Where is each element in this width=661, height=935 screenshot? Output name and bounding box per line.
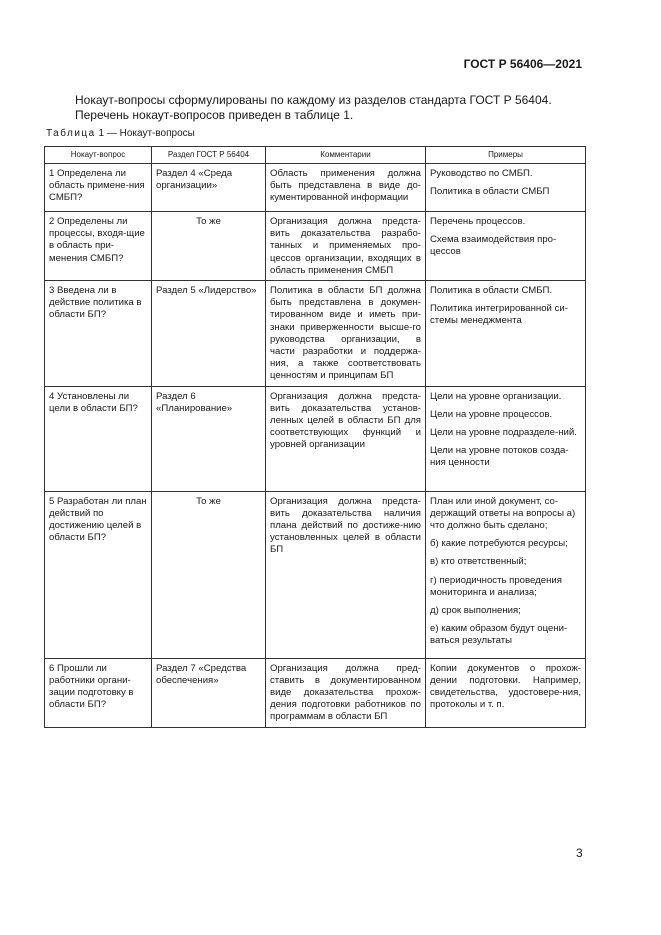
intro-line: Нокаут-вопросы сформулированы по каждому из разделов стандарта ГОСТ Р 56404.	[75, 93, 552, 107]
comment-cell: Организация должна предста-вить доказательства разрабо-танных и применяемых про-цессов организации, входящих в область применения СМБП	[266, 212, 426, 281]
comment-cell: Область применения должна быть представлена в виде до-кументированной информации	[266, 164, 426, 212]
section-cell: Раздел 6 «Планирование»	[152, 386, 266, 491]
example-item: Копии документов о прохож-дении подготовки. Например, свидетельства, удостовере-ния, протоколы и т. п.	[430, 662, 581, 711]
examples-cell	[426, 491, 586, 658]
examples-cell	[426, 164, 586, 212]
section-cell: Раздел 7 «Средства обеспечения»	[152, 658, 266, 727]
caption-title: 1 — Нокаут-вопросы	[95, 128, 195, 139]
example-item: Руководство по СМБП.	[430, 168, 533, 179]
examples-cell	[426, 386, 586, 491]
question-cell: 2 Определены ли процессы, входя-щие в область при-менения СМБП?	[45, 212, 152, 281]
table-row	[45, 386, 586, 491]
knockout-questions-table	[44, 146, 586, 728]
question-cell: 4 Установлены ли цели в области БП?	[45, 386, 152, 491]
comment-cell: Организация должна пред-ставить в документированном виде доказательства прохож-дения подготовки работников по программам в области БП	[266, 658, 426, 727]
comment-cell: Организация должна предста-вить доказательства наличия плана действий по достиже-нию установленных целей в области БП	[266, 491, 426, 658]
intro-paragraph	[75, 93, 585, 122]
examples-cell	[426, 212, 586, 281]
document-code: ГОСТ Р 56406—2021	[463, 57, 582, 71]
comment-cell: Политика в области БП должна быть представлена в докумен-тированном виде и иметь при-знаки приверженности высше-го руководства организации, в части разработки и поддержа-ния, а также соответствовать ценностям и принципам БП	[266, 281, 426, 387]
column-header: Нокаут-вопрос	[45, 147, 152, 164]
example-item: Схема взаимодействия про-цессов	[430, 234, 557, 258]
example-item: в) кто ответственный;	[430, 556, 527, 568]
column-header: Раздел ГОСТ Р 56404	[152, 147, 266, 164]
column-header: Комментарии	[266, 147, 426, 164]
table-row	[45, 212, 586, 281]
intro-line: Перечень нокаут-вопросов приведен в таблице 1.	[75, 107, 354, 122]
example-item: Цели на уровне процессов.	[430, 408, 553, 420]
table-header-row	[45, 147, 586, 164]
section-cell: Раздел 4 «Среда организации»	[152, 164, 266, 212]
table-row	[45, 658, 586, 727]
example-item: б) какие потребуются ресурсы;	[430, 538, 568, 550]
examples-cell	[426, 658, 586, 727]
example-item: г) периодичность проведения мониторинга и анализа;	[430, 574, 562, 598]
table-row	[45, 281, 586, 387]
example-item: Цели на уровне подразделе-ний.	[430, 427, 577, 439]
section-cell: Раздел 5 «Лидерство»	[152, 281, 266, 387]
examples-cell	[426, 281, 586, 387]
example-item: Перечень процессов.	[430, 216, 526, 227]
table-caption	[46, 128, 195, 139]
example-item: Цели на уровне организации.	[430, 390, 562, 402]
example-item: Цели на уровне потоков созда-ния ценности	[430, 445, 569, 469]
example-item: е) каким образом будут оцени-ваться результаты	[430, 623, 568, 647]
example-item: д) срок выполнения;	[430, 605, 521, 617]
table-row	[45, 164, 586, 212]
example-item: Политика в области СМБП.	[430, 285, 553, 297]
comment-cell: Организация должна предста-вить доказательства установ-ленных целей в области БП для соответствующих функций и уровней организации	[266, 386, 426, 491]
example-item: Политика в области СМБП	[430, 186, 550, 198]
example-item: Политика интегрированной си-стемы менеджмента	[430, 303, 568, 327]
question-cell: 5 Разработан ли план действий по достижению целей в области БП?	[45, 491, 152, 658]
column-header: Примеры	[426, 147, 586, 164]
example-item: План или иной документ, со-держащий ответы на вопросы а) что должно быть сделано;	[430, 495, 576, 532]
question-cell: 3 Введена ли в действие политика в области БП?	[45, 281, 152, 387]
question-cell: 6 Прошли ли работники органи-зации подготовку в области БП?	[45, 658, 152, 727]
table-row	[45, 491, 586, 658]
section-cell: То же	[152, 212, 266, 281]
page-number: 3	[576, 846, 583, 860]
question-cell: 1 Определена ли область примене-ния СМБП?	[45, 164, 152, 212]
section-cell: То же	[152, 491, 266, 658]
caption-label: Таблица	[46, 128, 96, 139]
